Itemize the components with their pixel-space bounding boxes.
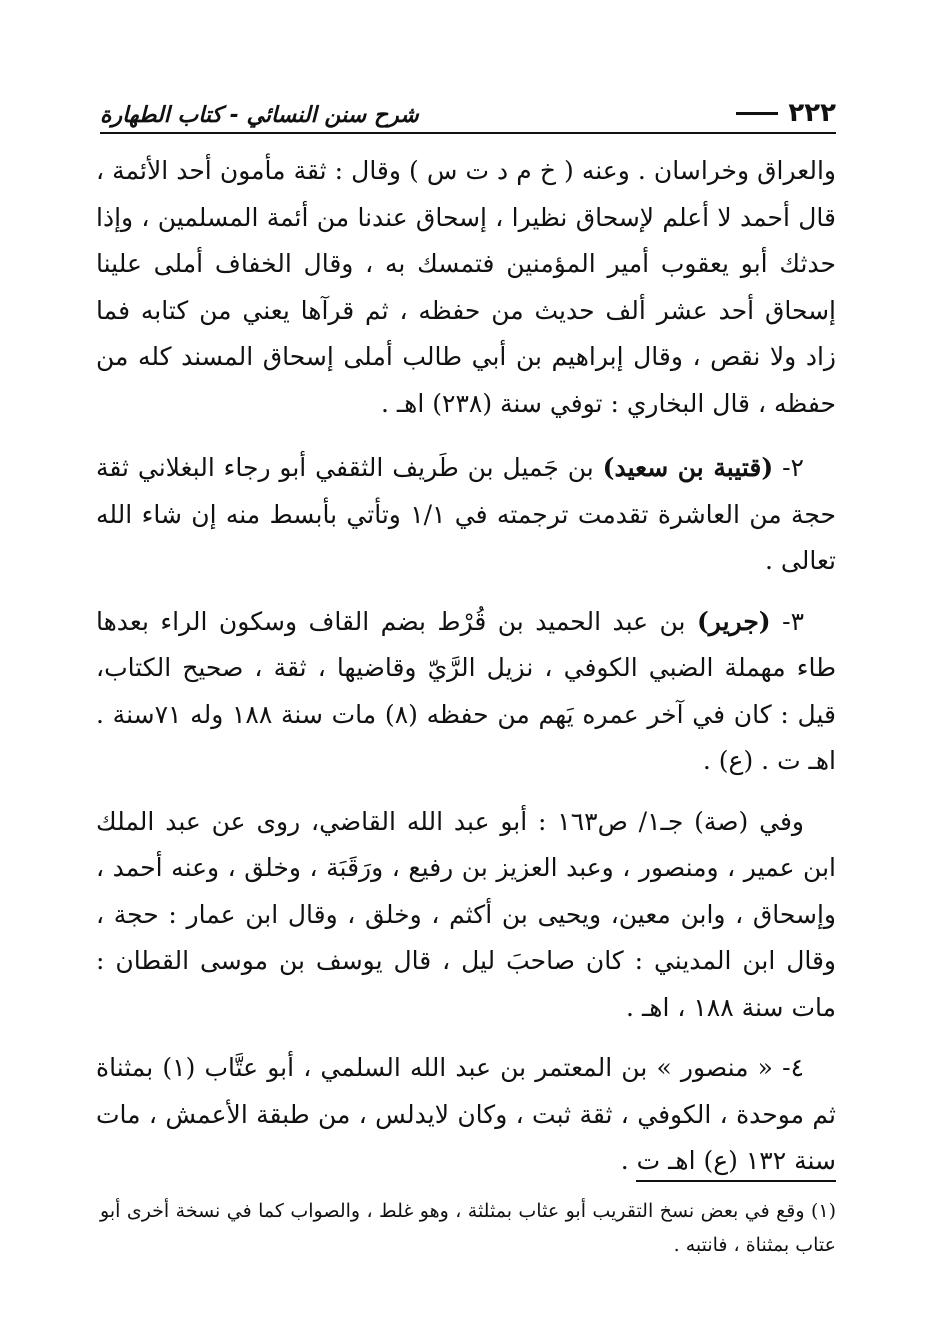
item-number-3: ٣- bbox=[770, 606, 804, 636]
page-number bbox=[736, 98, 836, 132]
book-title: شرح سنن النسائي - كتاب الطهارة bbox=[100, 103, 419, 128]
page-number-text: ٢٢٢ bbox=[788, 98, 836, 128]
paragraph-2-text: بن جَميل بن طَريف الثقفي أبو رجاء البغلاني ثقة حجة من العاشرة تقدمت ترجمته في ١/١ وتأتي بأبسط منه إن شاء الله تعالى . bbox=[96, 453, 836, 575]
paragraph-5: ٤- « منصور » بن المعتمر بن عبد الله السلمي ، أبو عتَّاب (١) بمثناة ثم موحدة ، الكوفي ، ثقة ثبت ، وكان لايدلس ، من طبقة الأعمش ، مات سنة ١٣٢ (ع) اهـ ت . bbox=[96, 1053, 836, 1175]
running-header bbox=[100, 92, 836, 134]
main-text bbox=[96, 148, 836, 1199]
footnote-separator bbox=[636, 1180, 836, 1182]
paragraph-3-text: بن عبد الحميد بن قُرْط بضم القاف وسكون الراء بعدها طاء مهملة الضبي الكوفي ، نزيل الرَّيّ وقاضيها ، ثقة ، صحيح الكتاب، قيل : كان في آخر عمره يَهم من حفظه (٨) مات سنة ١٨٨ وله ٧١سنة . اهـ ت . (ع) . bbox=[96, 606, 836, 775]
paragraph-4: وفي (صة) جـ١/ ص١٦٣ : أبو عبد الله القاضي، روى عن عبد الملك ابن عمير ، ومنصور ، وعبد العزيز بن رفيع ، ورَقَبَة ، وخلق ، وعنه أحمد ، وإسحاق ، وابن معين، ويحيى بن أكثم ، وخلق ، وقال ابن عمار : حجة ، وقال ابن المديني : كان صاحبَ ليل ، قال يوسف بن موسى القطان : مات سنة ١٨٨ ، اهـ . bbox=[96, 806, 836, 1022]
narrator-name-qutayba: (قتيبة بن سعيد) bbox=[602, 453, 774, 482]
paragraph-1: والعراق وخراسان . وعنه ( خ م د ت س ) وقال : ثقة مأمون أحد الأئمة ، قال أحمد لا أعلم لإسحاق نظيرا ، إسحاق عندنا من أئمة المسلمين ، وإذا حدثك أبو يعقوب أمير المؤمنين فتمسك به ، وقال الخفاف أملى علينا إسحاق أحد عشر ألف حديث من حفظه ، ثم قرآها يعني من كتابه فما زاد ولا نقص ، وقال إبراهيم بن أبي طالب أملى إسحاق المسند كله من حفظه ، قال البخاري : توفي سنة (٢٣٨) اهـ . bbox=[96, 156, 836, 418]
paragraph-2 bbox=[96, 445, 836, 585]
item-number-2: ٢- bbox=[773, 453, 804, 482]
paragraph-3 bbox=[96, 599, 836, 785]
footnote: (١) وقع في بعض نسخ التقريب أبو عثاب بمثلثة ، وهو غلط ، والصواب كما في نسخة أخرى أبو عتاب بمثناة ، فانتبه . bbox=[100, 1200, 836, 1256]
narrator-name-jarir: (جرير) bbox=[696, 606, 771, 636]
header-dash bbox=[736, 112, 778, 115]
